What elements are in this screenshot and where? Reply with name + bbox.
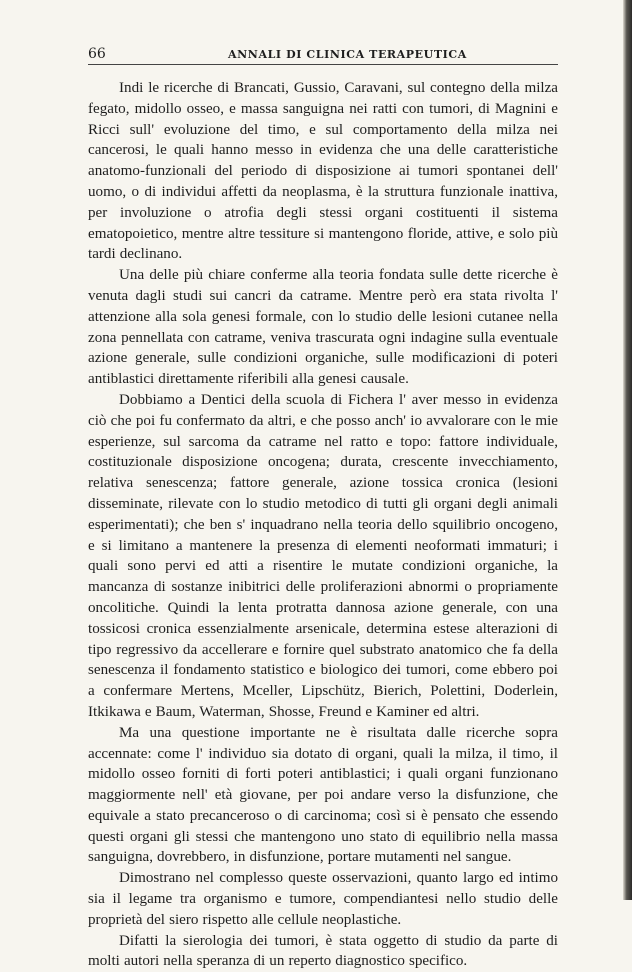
paragraph: Difatti la sierologia dei tumori, è stata oggetto di studio da parte di molti autori nella speranza di un reperto diagnostico specifico. — [88, 932, 558, 970]
body-text — [88, 78, 558, 972]
paragraph: Dobbiamo a Dentici della scuola di Fichera l' aver messo in evidenza ciò che poi fu confermato da altri, e che posso anch' io avvalorare con le mie esperienze, sul sarcoma da catrame nel ratto e topo: fattore individuale, costituzionale disposizione oncogena; durata, crescente invecchiamento, relativa senescenza; fattore generale, azione tossica cronica (lesioni disseminate, rilevate con lo studio metodico di tutti gli organi degli animali esperimentati); che ben s' inquadrano nella teoria dello squilibrio oncogeno, e si limitano a mantenere la presenza di elementi neoformati immaturi; i quali sono pervi ed atti a risentire le mutate condizioni organiche, la mancanza di sostanze inibitrici delle proliferazioni abnormi o propriamente oncolitiche. Quindi la lenta protratta dannosa azione generale, con una tossicosi cronica essenzialmente arsenicale, determina estese alterazioni di tipo regressivo da accellerare e fornire quel substrato anatomico che fa della senescenza il fondamento statistico e biologico dei tumori, come ebbero poi a confermare Mertens, Mceller, Lipschütz, Bierich, Polettini, Doderlein, Itkikawa e Baum, Waterman, Shosse, Freund e Kaminer ed altri. — [88, 391, 558, 720]
page-header — [88, 44, 558, 66]
paragraph: Una delle più chiare conferme alla teoria fondata sulle dette ricerche è venuta dagli studi sui cancri da catrame. Mentre però era stata rivolta l' attenzione alla sola genesi formale, con lo studio delle lesioni cutanee nella zona pennellata con catrame, veniva trascurata ogni indagine sulla eventuale azione generale, sulle condizioni organiche, sulle modificazioni di poteri antiblastici direttamente riferibili alla genesi causale. — [88, 267, 558, 388]
paragraph: Dimostrano nel complesso queste osservazioni, quanto largo ed intimo sia il legame tra organismo e tumore, compendiantesi nello studio delle proprietà del siero rispetto alle cellule neoplastiche. — [88, 870, 558, 928]
page-edge-shadow — [623, 0, 632, 900]
page-number: 66 — [88, 46, 106, 62]
running-title: ANNALI DI CLINICA TERAPEUTICA — [228, 48, 467, 61]
paragraph: Indi le ricerche di Brancati, Gussio, Caravani, sul contegno della milza fegato, midollo osseo, e massa sanguigna nei ratti con tumori, di Magnini e Ricci sull' evoluzione del timo, e sul comportamento della milza nei cancerosi, le quali hanno messo in evidenza che una delle caratteristiche anatomo-funzionali del periodo di disposizione ai tumori spontanei dell' uomo, o di individui affetti da neoplasma, è la struttura funzionale inattiva, per involuzione o atrofia degli stessi organi costituenti il sistema ematopoietico, mentre altre tessiture si mantengono floride, attive, e solo più tardi declinano. — [88, 80, 558, 263]
paragraph: Ma una questione importante ne è risultata dalle ricerche sopra accennate: come l' individuo sia dotato di organi, quali la milza, il timo, il midollo osseo forniti di forti poteri antiblastici; i quali organi funzionano maggiormente nell' età giovane, per poi andare verso la disfunzione, che equivale a stato precanceroso o di carcinoma; così si è pensato che essendo questi organi gli stessi che mantengono uno stato di equilibrio nella massa sanguigna, dovrebbero, in disfunzione, portare mutamenti nel sangue. — [88, 724, 558, 866]
header-rule — [88, 64, 558, 65]
